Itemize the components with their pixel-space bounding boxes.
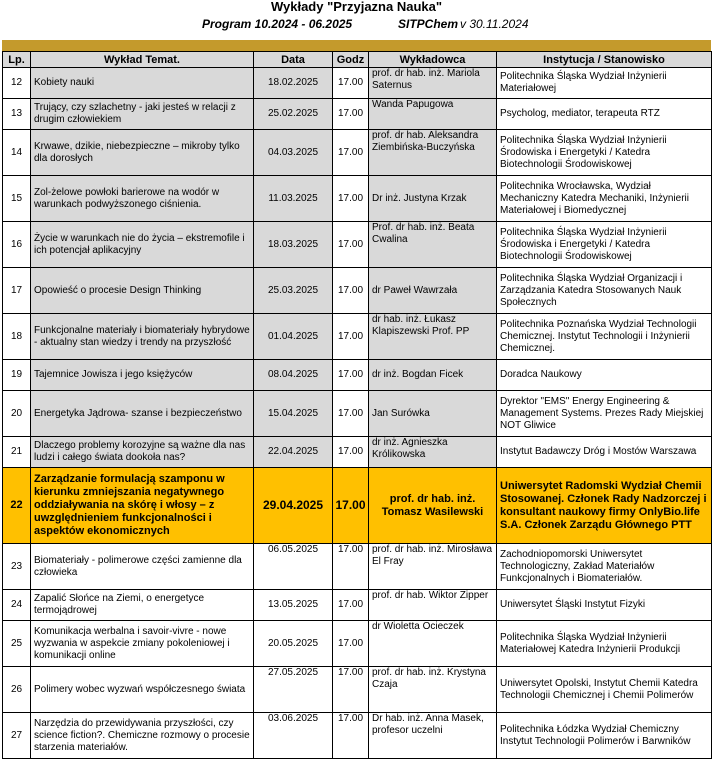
cell-topic: Życie w warunkach nie do życia – ekstremofile i ich potencjał aplikacyjny: [31, 222, 254, 268]
cell-lp: 13: [3, 99, 31, 130]
version-label: v 30.11.2024: [460, 17, 529, 31]
cell-lp: 24: [3, 590, 31, 621]
cell-topic: Krwawe, dzikie, niebezpieczne – mikroby tylko dla dorosłych: [31, 130, 254, 176]
table-row: [3, 99, 712, 130]
table-row: [3, 621, 712, 667]
cell-time: 17.00: [333, 391, 369, 437]
cell-date: 01.04.2025: [254, 314, 333, 360]
col-header-time: Godz: [333, 52, 369, 68]
cell-lp: 27: [3, 713, 31, 759]
cell-time: 17.00: [333, 360, 369, 391]
cell-date: 13.05.2025: [254, 590, 333, 621]
cell-date: 22.04.2025: [254, 437, 333, 468]
table-row: [3, 314, 712, 360]
table-row: [3, 437, 712, 468]
table-row: [3, 222, 712, 268]
cell-institution: Politechnika Śląska Wydział Inżynierii Środowiska i Energetyki / Katedra Biotechnologii Środowiskowej: [497, 130, 712, 176]
cell-time: 17.00: [333, 314, 369, 360]
cell-lecturer: prof. dr hab. Wiktor Zipper: [369, 590, 497, 621]
cell-institution: Instytut Badawczy Dróg i Mostów Warszawa: [497, 437, 712, 468]
cell-date: 25.03.2025: [254, 268, 333, 314]
cell-lecturer: prof. dr hab. inż. Tomasz Wasilewski: [369, 468, 497, 544]
cell-lecturer: dr inż. Agnieszka Królikowska: [369, 437, 497, 468]
cell-institution: Politechnika Śląska Wydział Inżynierii Środowiska i Energetyki / Katedra Biotechnologii Środowiskowej: [497, 222, 712, 268]
table-row: [3, 360, 712, 391]
cell-time: 17.00: [333, 621, 369, 667]
cell-topic: Kobiety nauki: [31, 68, 254, 99]
table-row-highlighted: [3, 468, 712, 544]
cell-lecturer: Prof. dr hab. inż. Beata Cwalina: [369, 222, 497, 268]
cell-lecturer: Wanda Papugowa: [369, 99, 497, 130]
table-row: [3, 590, 712, 621]
cell-lp: 22: [3, 468, 31, 544]
cell-lp: 15: [3, 176, 31, 222]
table-row: [3, 713, 712, 759]
cell-lecturer: prof. dr hab. Aleksandra Ziembińska-Buczyńska: [369, 130, 497, 176]
cell-institution: Dyrektor "EMS" Energy Engineering & Management Systems. Prezes Rady Miejskiej NOT Gliwice: [497, 391, 712, 437]
cell-time: 17.00: [333, 544, 369, 590]
cell-date: 27.05.2025: [254, 667, 333, 713]
cell-topic: Tajemnice Jowisza i jego księżyców: [31, 360, 254, 391]
cell-institution: Politechnika Śląska Wydział Organizacji i Zarządzania Katedra Stosowanych Nauk Społecznych: [497, 268, 712, 314]
cell-topic: Polimery wobec wyzwań współczesnego świata: [31, 667, 254, 713]
cell-topic: Zapalić Słońce na Ziemi, o energetyce termojądrowej: [31, 590, 254, 621]
cell-lecturer: prof. dr hab. inż. Mariola Saternus: [369, 68, 497, 99]
cell-topic: Zol-żelowe powłoki barierowe na wodór w warunkach podwyższonego ciśnienia.: [31, 176, 254, 222]
cell-institution: Politechnika Wrocławska, Wydział Mechaniczny Katedra Mechaniki, Inżynierii Materiałowej i Biomedycznej: [497, 176, 712, 222]
cell-lecturer: dr Wioletta Ocieczek: [369, 621, 497, 667]
cell-lp: 14: [3, 130, 31, 176]
table-row: [3, 68, 712, 99]
lecture-table: [2, 51, 712, 759]
cell-date: 18.03.2025: [254, 222, 333, 268]
cell-lp: 12: [3, 68, 31, 99]
cell-lp: 16: [3, 222, 31, 268]
cell-date: 29.04.2025: [254, 468, 333, 544]
cell-date: 18.02.2025: [254, 68, 333, 99]
organization: SITPChem: [398, 17, 459, 31]
col-header-institution: Instytucja / Stanowisko: [497, 52, 712, 68]
cell-lp: 20: [3, 391, 31, 437]
cell-lecturer: Dr hab. inż. Anna Masek, profesor uczelni: [369, 713, 497, 759]
cell-time: 17.00: [333, 437, 369, 468]
cell-date: 06.05.2025: [254, 544, 333, 590]
cell-date: 25.02.2025: [254, 99, 333, 130]
table-row: [3, 544, 712, 590]
col-header-lecturer: Wykładowca: [369, 52, 497, 68]
cell-lecturer: Jan Surówka: [369, 391, 497, 437]
table-row: [3, 130, 712, 176]
cell-lp: 21: [3, 437, 31, 468]
cell-topic: Trujący, czy szlachetny - jaki jesteś w relacji z drugim człowiekiem: [31, 99, 254, 130]
cell-lp: 18: [3, 314, 31, 360]
cell-topic: Narzędzia do przewidywania przyszłości, czy science fiction?. Chemiczne rozmowy o procesie starzenia materiałów.: [31, 713, 254, 759]
table-row: [3, 176, 712, 222]
cell-institution: Zachodniopomorski Uniwersytet Technologiczny, Zakład Materiałów Funkcjonalnych i Biomateriałów.: [497, 544, 712, 590]
cell-date: 03.06.2025: [254, 713, 333, 759]
cell-time: 17.00: [333, 68, 369, 99]
cell-topic: Zarządzanie formulacją szamponu w kierunku zmniejszania negatywnego oddziaływania na skórę i włosy – z uwzględnieniem funkcjonalności i aspektów ekonomicznych: [31, 468, 254, 544]
table-row: [3, 268, 712, 314]
cell-topic: Komunikacja werbalna i savoir-vivre - nowe wyzwania w aspekcie zmiany pokoleniowej i komunikacji online: [31, 621, 254, 667]
cell-topic: Funkcjonalne materiały i biomateriały hybrydowe - aktualny stan wiedzy i trendy na przyszłość: [31, 314, 254, 360]
cell-lp: 17: [3, 268, 31, 314]
cell-institution: Politechnika Śląska Wydział Inżynierii Materiałowej Katedra Inżynierii Produkcji: [497, 621, 712, 667]
cell-lp: 23: [3, 544, 31, 590]
cell-time: 17.00: [333, 176, 369, 222]
cell-date: 15.04.2025: [254, 391, 333, 437]
cell-time: 17.00: [333, 590, 369, 621]
cell-lecturer: Dr inż. Justyna Krzak: [369, 176, 497, 222]
table-row: [3, 667, 712, 713]
cell-time: 17.00: [333, 99, 369, 130]
cell-time: 17.00: [333, 667, 369, 713]
table-row: [3, 391, 712, 437]
col-header-topic: Wykład Temat.: [31, 52, 254, 68]
col-header-date: Data: [254, 52, 333, 68]
cell-institution: Uniwersytet Radomski Wydział Chemii Stosowanej. Członek Rady Nadzorczej i konsultant naukowy firmy OnlyBio.life S.A. Członek Zarządu Głównego PTT: [497, 468, 712, 544]
program-period: Program 10.2024 - 06.2025: [202, 17, 353, 31]
cell-time: 17.00: [333, 468, 369, 544]
cell-time: 17.00: [333, 268, 369, 314]
cell-lp: 19: [3, 360, 31, 391]
cell-institution: Psycholog, mediator, terapeuta RTZ: [497, 99, 712, 130]
cell-time: 17.00: [333, 130, 369, 176]
cell-institution: Uniwersytet Śląski Instytut Fizyki: [497, 590, 712, 621]
cell-date: 11.03.2025: [254, 176, 333, 222]
cell-institution: Politechnika Śląska Wydział Inżynierii Materiałowej: [497, 68, 712, 99]
cell-lecturer: dr hab. inż. Łukasz Klapiszewski Prof. PP: [369, 314, 497, 360]
cell-institution: Doradca Naukowy: [497, 360, 712, 391]
header-bar: [2, 40, 711, 51]
cell-lp: 26: [3, 667, 31, 713]
cell-topic: Dlaczego problemy korozyjne są ważne dla nas ludzi i całego świata dookoła nas?: [31, 437, 254, 468]
cell-topic: Biomateriały - polimerowe części zamienne dla człowieka: [31, 544, 254, 590]
cell-date: 04.03.2025: [254, 130, 333, 176]
cell-topic: Energetyka Jądrowa- szanse i bezpieczeństwo: [31, 391, 254, 437]
cell-institution: Politechnika Łódzka Wydział Chemiczny Instytut Technologii Polimerów i Barwników: [497, 713, 712, 759]
page-title: Wykłady "Przyjazna Nauka": [270, 0, 443, 14]
cell-date: 08.04.2025: [254, 360, 333, 391]
cell-institution: Politechnika Poznańska Wydział Technologii Chemicznej. Instytut Technologii i Inżynierii Chemicznej.: [497, 314, 712, 360]
cell-topic: Opowieść o procesie Design Thinking: [31, 268, 254, 314]
cell-time: 17.00: [333, 222, 369, 268]
cell-time: 17.00: [333, 713, 369, 759]
col-header-lp: Lp.: [3, 52, 31, 68]
cell-lecturer: prof. dr hab. inż. Krystyna Czaja: [369, 667, 497, 713]
cell-institution: Uniwersytet Opolski, Instytut Chemii Katedra Technologii Chemicznej i Chemii Polimerów: [497, 667, 712, 713]
cell-lecturer: dr inż. Bogdan Ficek: [369, 360, 497, 391]
cell-date: 20.05.2025: [254, 621, 333, 667]
header: [0, 0, 713, 40]
table-header-row: [3, 52, 712, 68]
cell-lp: 25: [3, 621, 31, 667]
cell-lecturer: prof. dr hab. inż. Mirosława El Fray: [369, 544, 497, 590]
cell-lecturer: dr Paweł Wawrzała: [369, 268, 497, 314]
